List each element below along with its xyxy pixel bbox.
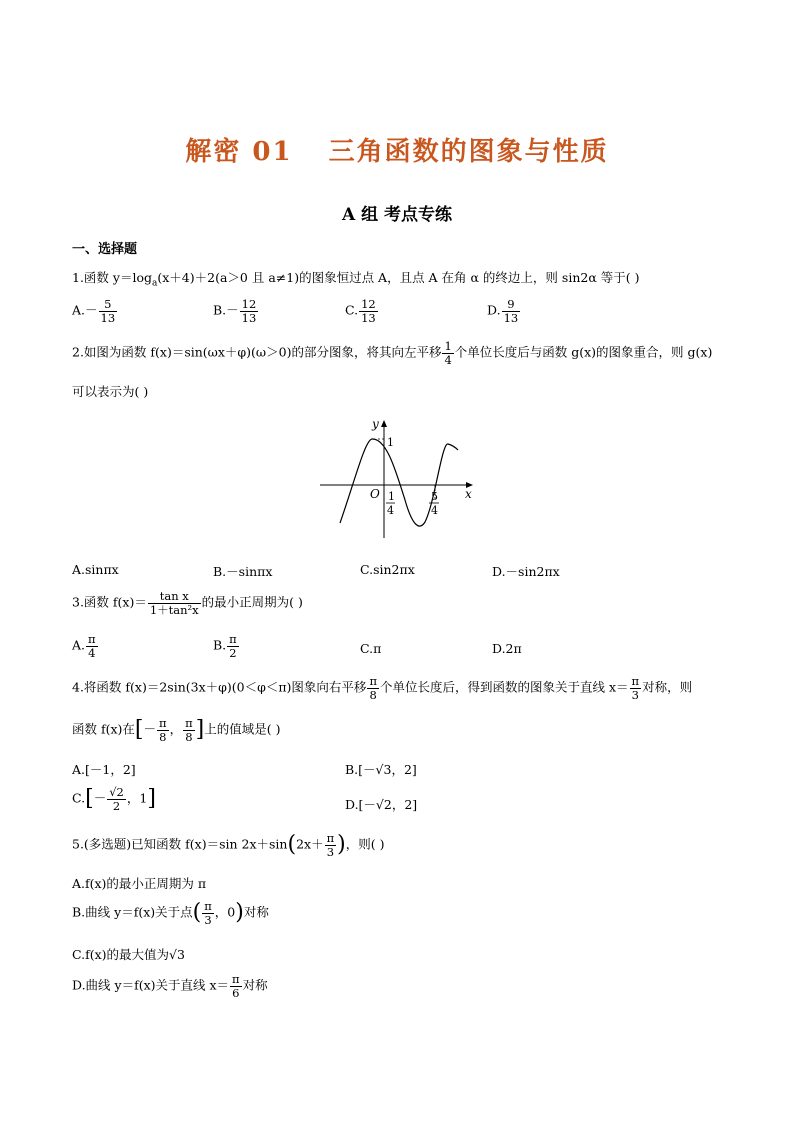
- group-subtitle: A 组 考点专练: [341, 205, 453, 225]
- q2-fraction: $\frac{1}{4}$: [444, 339, 452, 367]
- title-part2: 三角函数的图象与性质: [328, 137, 609, 167]
- question-1: [72, 272, 639, 289]
- question-2: [72, 340, 712, 366]
- y-axis-label: y: [372, 417, 379, 431]
- q3-option-b: B. $\frac{\pi}{2}$: [213, 632, 237, 660]
- tick2-den: 4: [431, 504, 438, 517]
- q2-text: 2.如图为函数 f(x)＝sin(ωx＋φ)(ω＞0)的部分图象，将其向左平移: [72, 344, 442, 360]
- q1-option-d: D. $\frac{9}{13}$: [487, 297, 519, 325]
- q4-option-c: C.[－ $\frac{√2}{2}$ ，1]: [72, 785, 156, 813]
- q4-option-a: A.[－1，2]: [72, 762, 136, 777]
- question-5: 5.(多选题)已知函数 f(x)＝sin 2x＋sin(2x＋ $\frac{\pi}{3}$ )，则( ): [72, 831, 385, 859]
- section-heading: 一、选择题: [72, 242, 138, 257]
- title-part1: 解密 01: [185, 137, 293, 167]
- q3-option-a: A. $\frac{\pi}{4}$: [72, 632, 96, 660]
- q5-option-a: A.f(x)的最小正周期为 π: [72, 876, 207, 891]
- q3-fraction: $\frac{\text{tan x}}{\text{1＋tan²x}}$: [149, 589, 199, 617]
- q1-option-a: A.－ $\frac{5}{13}$: [72, 297, 116, 325]
- q5-option-c: C.f(x)的最大值为√3: [72, 947, 185, 962]
- q1-subscript: a: [152, 278, 158, 289]
- q4-option-d: D.[－√2，2]: [345, 797, 418, 812]
- q2-text-rest: 个单位长度后与函数 g(x)的图象重合，则 g(x): [454, 344, 713, 360]
- q3-option-d: D.2π: [492, 641, 522, 656]
- q2-option-a: A.sinπx: [72, 562, 119, 577]
- tick2-num: 5: [431, 490, 438, 503]
- question-3: 3.函数 f(x)＝ $\frac{\text{tan x}}{\text{1＋tan²x}}$ 的最小正周期为( ): [72, 589, 303, 617]
- x-axis-label: x: [465, 487, 472, 501]
- q5-option-d: D.曲线 y＝f(x)关于直线 x＝ $\frac{\pi}{6}$ 对称: [72, 972, 268, 1000]
- sine-graph: [310, 410, 490, 545]
- q1-text: 1.函数 y＝log: [72, 270, 152, 285]
- page-title: [0, 131, 794, 168]
- q5-option-b: B.曲线 y＝f(x)关于点( $\frac{\pi}{3}$ ，0)对称: [72, 899, 269, 927]
- y-axis-arrow-icon: [381, 420, 387, 427]
- q4-line2: 函数 f(x)在[－ $\frac{\pi}{8}$ ， $\frac{\pi}{8}$ ]上的值域是( ): [72, 716, 281, 744]
- q2-option-b: B.－sinπx: [213, 564, 273, 579]
- y-tick-label: 1: [387, 436, 394, 449]
- q1-option-b: B.－ $\frac{12}{13}$: [213, 297, 257, 325]
- q3-option-c: C.π: [360, 641, 382, 656]
- tick1-num: 1: [388, 490, 395, 503]
- q2-option-c: C.sin2πx: [360, 562, 415, 577]
- q2-line2: 可以表示为( ): [72, 384, 149, 399]
- question-4: 4.将函数 f(x)＝2sin(3x＋φ)(0＜φ＜π)图象向右平移 $\frac{\pi}{8}$ 个单位长度后，得到函数的图象关于直线 x＝ $\frac{\pi}{3}$ 对称，则: [72, 674, 693, 702]
- origin-label: O: [370, 487, 380, 501]
- sine-curve: [340, 439, 458, 526]
- q4-option-b: B.[－√3，2]: [345, 762, 417, 777]
- q2-option-d: D.－sin2πx: [492, 564, 560, 579]
- q1-text-rest: (x＋4)＋2(a＞0 且 a≠1)的图象恒过点 A，且点 A 在角 α 的终边上，则 sin2α 等于( ): [157, 270, 640, 285]
- tick1-den: 4: [387, 504, 394, 517]
- q1-option-c: C. $\frac{12}{13}$: [345, 297, 376, 325]
